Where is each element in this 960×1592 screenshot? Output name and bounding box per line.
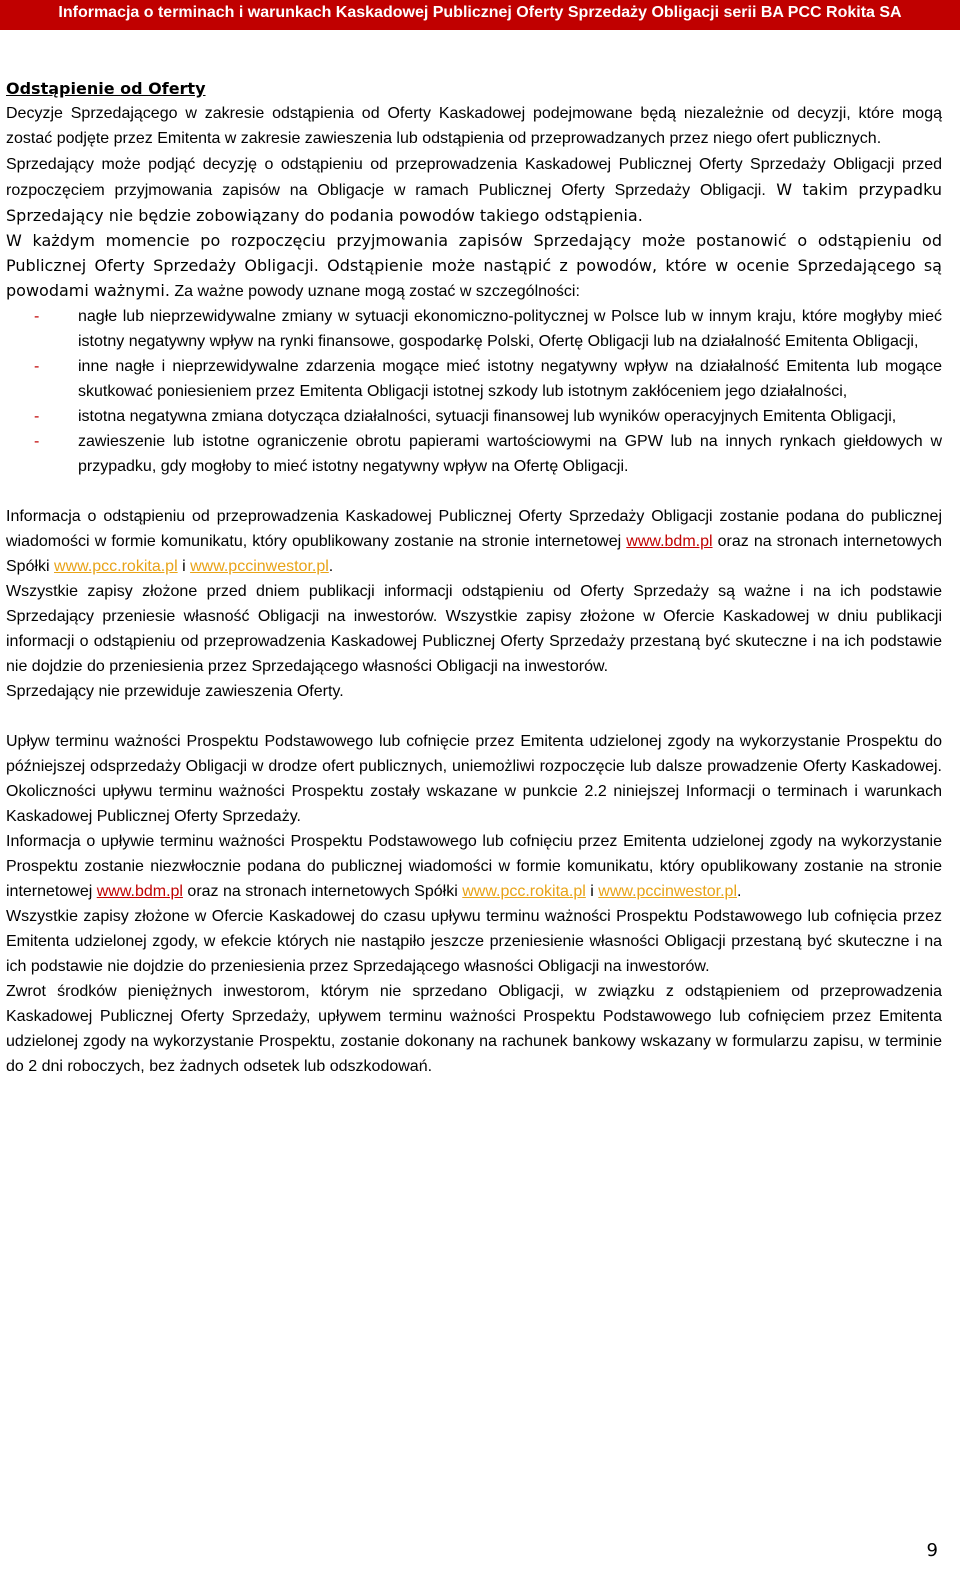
paragraph-3-c: Za ważne powody uznane mogą zostać w szczególności:	[169, 283, 580, 300]
paragraph-8-start: Informacja o upływie terminu ważności Prospektu Podstawowego lub cofnięciu przez Emitenta udzielonej zgody na wykorzystanie Prospektu zostanie niezwłocznie podana do publicznej wiadomości w formie komunikatu, który opublikowany zostanie na stronie internetowej	[6, 833, 942, 900]
page-number: 9	[926, 1540, 938, 1561]
link-pcc-rokita[interactable]: www.pcc.rokita.pl	[54, 558, 178, 575]
link-pcc-rokita[interactable]: www.pcc.rokita.pl	[462, 883, 586, 900]
paragraph-4-mid1: oraz na stronach internetowych Spółki	[6, 533, 943, 575]
paragraph-4-end: .	[328, 558, 334, 575]
bullet-dash: -	[34, 358, 40, 375]
paragraph-2-b: W takim przypadku Sprzedający nie będzie zobowiązany do podania powodów takiego odstąpienia.	[6, 180, 942, 225]
paragraph-5: Wszystkie zapisy złożone przed dniem publikacji informacji odstąpieniu od Oferty Sprzedaży są ważne i na ich podstawie Sprzedający przeniesie własność Obligacji na inwestorów. Wszystkie zapisy złożone w Ofercie Kaskadowej w dniu publikacji informacji o odstąpieniu od przeprowadzenia Kaskadowej Publicznej Oferty Sprzedaży przestaną być skuteczne i na ich podstawie nie dojdzie do przeniesienia przez Sprzedającego własności Obligacji na inwestorów.	[6, 583, 942, 675]
list-item-text: nagłe lub nieprzewidywalne zmiany w sytuacji ekonomiczno-politycznej w Polsce lub w innym kraju, które mogłyby mieć istotny negatywny wpływ na rynki finansowe, gospodarkę Polski, Ofertę Obligacji lub na działalność Emitenta Obligacji,	[78, 308, 942, 350]
paragraph-10: Zwrot środków pieniężnych inwestorom, którym nie sprzedano Obligacji, w związku z odstąpieniem od przeprowadzenia Kaskadowej Publicznej Oferty Sprzedaży, upływem terminu ważności Prospektu Podstawowego lub cofnięciem przez Emitenta udzielonej zgody na wykorzystanie Prospektu, zostanie dokonany na rachunek bankowy wskazany w formularzu zapisu, w terminie do 2 dni roboczych, bez żadnych odsetek lub odszkodowań.	[6, 983, 942, 1075]
paragraph-gap	[6, 479, 942, 504]
bullet-dash: -	[34, 308, 40, 325]
list-item	[6, 304, 942, 354]
paragraph-gap	[6, 704, 942, 729]
paragraph-6: Sprzedający nie przewiduje zawieszenia Oferty.	[6, 683, 344, 700]
paragraph-3	[6, 228, 942, 304]
list-item-text: zawieszenie lub istotne ograniczenie obrotu papierami wartościowymi na GPW lub na innych rynkach giełdowych w przypadku, gdy mogłoby to mieć istotny negatywny wpływ na Ofertę Obligacji.	[78, 433, 942, 475]
paragraph-7: Upływ terminu ważności Prospektu Podstawowego lub cofnięcie przez Emitenta udzielonej zgody na wykorzystanie Prospektu do późniejszej odsprzedaży Obligacji w drodze ofert publicznych, uniemożliwi rozpoczęcie lub dalsze prowadzenie Oferty Kaskadowej. Okoliczności upływu terminu ważności Prospektu zostały wskazane w punkcie 2.2 niniejszej Informacji o terminach i warunkach Kaskadowej Publicznej Oferty Sprzedaży.	[6, 733, 942, 825]
list-item	[6, 429, 942, 479]
paragraph-3-b: Odstąpienie może nastąpić z powodów, które w ocenie Sprzedającego są powodami ważnymi.	[6, 256, 942, 300]
paragraph-8-mid2: i	[585, 883, 599, 900]
bullet-dash: -	[34, 408, 40, 425]
paragraph-3-a: W każdym momencie po rozpoczęciu przyjmowania zapisów Sprzedający może postanowić o odstąpieniu od Publicznej Oferty Sprzedaży Obligacji.	[6, 231, 942, 275]
list-item	[6, 404, 942, 429]
link-bdm[interactable]: www.bdm.pl	[626, 533, 713, 550]
paragraph-1: Decyzje Sprzedającego w zakresie odstąpienia od Oferty Kaskadowej podejmowane będą niezależnie od decyzji, które mogą zostać podjęte przez Emitenta w zakresie zawieszenia lub odstąpienia od przeprowadzanych przez niego ofert publicznych.	[6, 105, 942, 147]
paragraph-4-start: Informacja o odstąpieniu od przeprowadzenia Kaskadowej Publicznej Oferty Sprzedaży Obligacji zostanie podana do publicznej wiadomości w formie komunikatu, który opublikowany zostanie na stronie internetowej	[6, 508, 942, 550]
paragraph-9: Wszystkie zapisy złożone w Ofercie Kaskadowej do czasu upływu terminu ważności Prospektu Podstawowego lub cofnięcia przez Emitenta udzielonej zgody, w efekcie których nie nastąpiło jeszcze przeniesienie własności Obligacji przestaną być skuteczne i na ich podstawie nie dojdzie do przeniesienia przez Sprzedającego własności Obligacji na inwestorów.	[6, 908, 942, 975]
document-header-title: Informacja o terminach i warunkach Kaskadowej Publicznej Oferty Sprzedaży Obligacji serii BA PCC Rokita SA	[58, 4, 902, 21]
paragraph-2	[6, 151, 942, 228]
reasons-list	[6, 304, 942, 479]
list-item-text: istotna negatywna zmiana dotycząca działalności, sytuacji finansowej lub wyników operacyjnych Emitenta Obligacji,	[78, 408, 897, 425]
paragraph-8	[6, 829, 942, 904]
document-body	[6, 76, 942, 1079]
paragraph-4	[6, 504, 942, 579]
list-item-text: inne nagłe i nieprzewidywalne zdarzenia mogące mieć istotny negatywny wpływ na działalność Emitenta lub mogące skutkować poniesieniem przez Emitenta Obligacji istotnej szkody lub istotnym zakłóceniem jego działalności,	[78, 358, 942, 400]
link-bdm[interactable]: www.bdm.pl	[96, 883, 183, 900]
link-pccinwestor[interactable]: www.pccinwestor.pl	[598, 883, 737, 900]
paragraph-4-mid2: i	[177, 558, 191, 575]
list-item	[6, 354, 942, 404]
paragraph-8-end: .	[737, 883, 742, 900]
link-pccinwestor[interactable]: www.pccinwestor.pl	[190, 558, 329, 575]
paragraph-2-a: Sprzedający może podjąć decyzję o odstąpieniu od przeprowadzenia Kaskadowej Publicznej Oferty Sprzedaży Obligacji przed rozpoczęciem przyjmowania zapisów na Obligacje w ramach Publicznej Oferty Sprzedaży Obligacji.	[6, 156, 942, 199]
section-heading: Odstąpienie od Oferty	[6, 79, 206, 98]
paragraph-8-mid1: oraz na stronach internetowych Spółki	[182, 883, 463, 900]
bullet-dash: -	[34, 433, 40, 450]
